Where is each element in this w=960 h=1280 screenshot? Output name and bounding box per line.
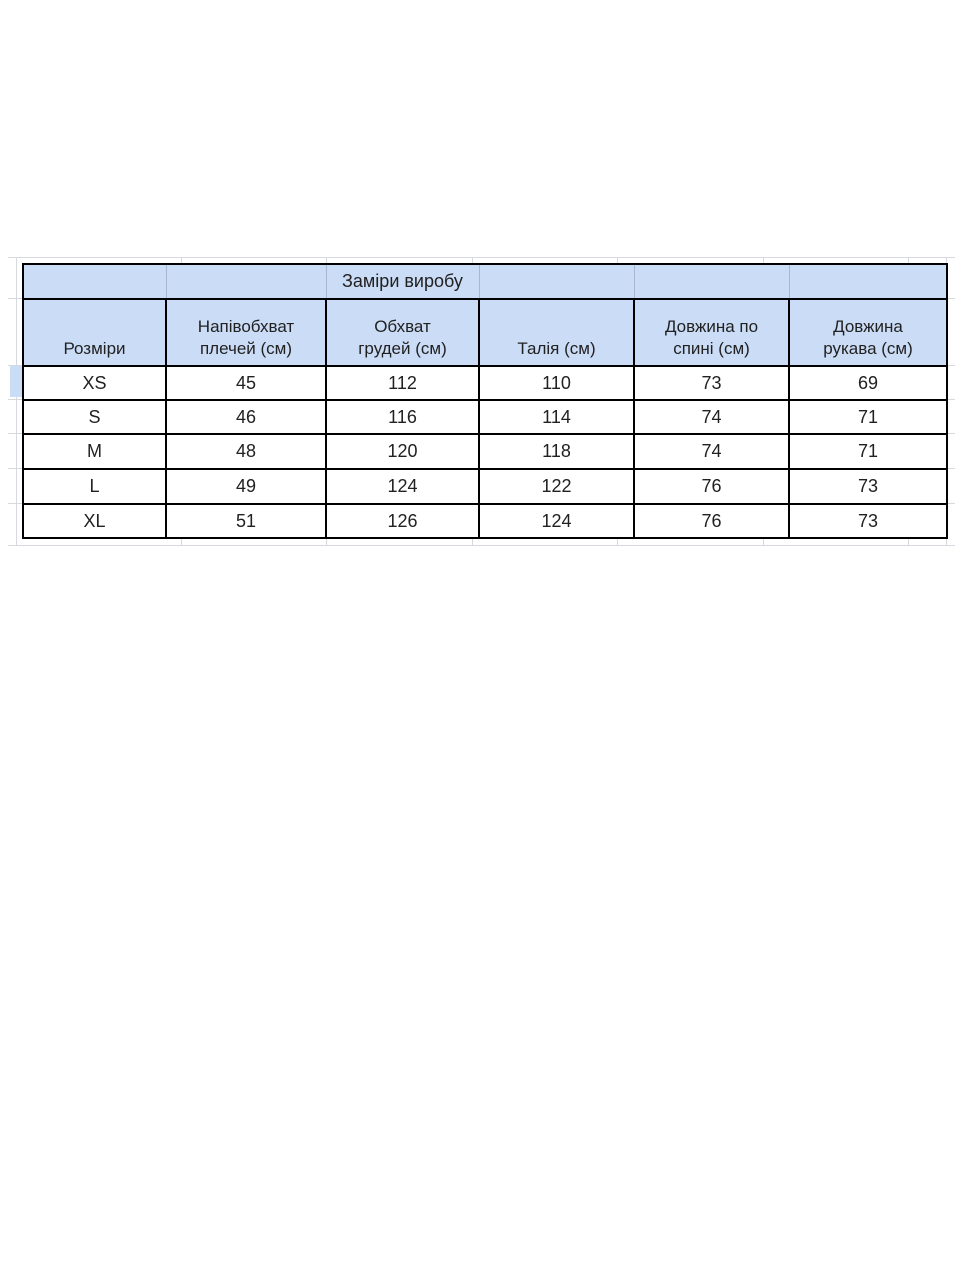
table-row-xl bbox=[23, 504, 947, 538]
value-cell: 73 bbox=[634, 366, 789, 400]
column-header-sleeve-length bbox=[789, 299, 947, 366]
value-cell: 71 bbox=[789, 400, 947, 434]
size-cell: XS bbox=[23, 366, 166, 400]
header-line: Обхват bbox=[374, 317, 431, 336]
value-cell: 126 bbox=[326, 504, 479, 538]
title-row-empty-cell bbox=[479, 264, 634, 299]
value-cell: 124 bbox=[326, 469, 479, 504]
value-cell: 120 bbox=[326, 434, 479, 469]
header-line: спині (см) bbox=[673, 339, 750, 358]
value-cell: 48 bbox=[166, 434, 326, 469]
header-line: Довжина bbox=[833, 317, 903, 336]
sheet-gridline bbox=[8, 545, 955, 546]
column-header-back-length bbox=[634, 299, 789, 366]
table-row-xs bbox=[23, 366, 947, 400]
value-cell: 74 bbox=[634, 434, 789, 469]
column-header-sizes bbox=[23, 299, 166, 366]
size-cell: M bbox=[23, 434, 166, 469]
size-chart-table bbox=[22, 263, 948, 539]
value-cell: 112 bbox=[326, 366, 479, 400]
value-cell: 76 bbox=[634, 469, 789, 504]
table-title-row bbox=[23, 264, 947, 299]
column-header-chest bbox=[326, 299, 479, 366]
header-line: рукава (см) bbox=[823, 339, 913, 358]
title-row-empty-cell bbox=[789, 264, 947, 299]
header-line: Довжина по bbox=[664, 317, 759, 336]
table-header-row bbox=[23, 299, 947, 366]
size-cell: XL bbox=[23, 504, 166, 538]
table-row-l bbox=[23, 469, 947, 504]
spreadsheet-region bbox=[8, 257, 955, 546]
value-cell: 110 bbox=[479, 366, 634, 400]
value-cell: 69 bbox=[789, 366, 947, 400]
header-line: Талія (см) bbox=[517, 339, 596, 358]
value-cell: 76 bbox=[634, 504, 789, 538]
title-row-empty-cell bbox=[23, 264, 166, 299]
value-cell: 46 bbox=[166, 400, 326, 434]
highlighted-cell-sliver bbox=[10, 366, 22, 397]
header-line: грудей (см) bbox=[358, 339, 447, 358]
value-cell: 124 bbox=[479, 504, 634, 538]
value-cell: 74 bbox=[634, 400, 789, 434]
title-row-empty-cell bbox=[634, 264, 789, 299]
header-line: Напівобхват bbox=[197, 317, 295, 336]
value-cell: 118 bbox=[479, 434, 634, 469]
column-header-shoulder bbox=[166, 299, 326, 366]
sheet-gridline bbox=[8, 257, 955, 258]
value-cell: 51 bbox=[166, 504, 326, 538]
size-cell: S bbox=[23, 400, 166, 434]
table-row-m bbox=[23, 434, 947, 469]
value-cell: 45 bbox=[166, 366, 326, 400]
column-header-waist bbox=[479, 299, 634, 366]
header-line: плечей (см) bbox=[199, 339, 293, 358]
value-cell: 73 bbox=[789, 504, 947, 538]
header-line: Розміри bbox=[63, 339, 126, 358]
value-cell: 116 bbox=[326, 400, 479, 434]
size-cell: L bbox=[23, 469, 166, 504]
value-cell: 49 bbox=[166, 469, 326, 504]
value-cell: 122 bbox=[479, 469, 634, 504]
table-title: Заміри виробу bbox=[326, 264, 479, 299]
value-cell: 73 bbox=[789, 469, 947, 504]
value-cell: 71 bbox=[789, 434, 947, 469]
title-row-empty-cell bbox=[166, 264, 326, 299]
value-cell: 114 bbox=[479, 400, 634, 434]
table-row-s bbox=[23, 400, 947, 434]
